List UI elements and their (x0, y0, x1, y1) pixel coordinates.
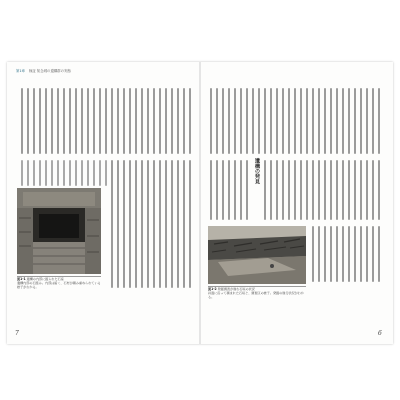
section-heading: 遺構の発見 (254, 158, 260, 184)
chapter-title: 検証 知念城の遺構群の実態 (29, 69, 71, 73)
figure-title-right: 発掘調査が進む石垣の状況 (217, 287, 255, 291)
page-number-left: 7 (15, 330, 19, 337)
left-page (7, 62, 200, 344)
figure-photo-stone-wall (208, 226, 306, 284)
book-spread (7, 62, 393, 344)
figure-caption-text-right: 斜面に沿って積まれた石垣と、調査区の様子。発掘の進行状況がわかる。 (208, 290, 304, 299)
figure-label-left: 図1-1 (17, 277, 26, 281)
figure-title-left: 遺構の内部に掘られた石室 (26, 277, 64, 281)
figure-label-right: 図1-2 (208, 287, 217, 291)
page-number-right: 6 (378, 330, 382, 337)
figure-caption-right (208, 288, 308, 300)
figure-caption-left (17, 278, 103, 290)
figure-caption-text-left: 遺構内部の石組み。内部は暗く、石材が積み重ねられている様子がわかる。 (17, 280, 101, 289)
figure-photo-stone-chamber (17, 188, 101, 274)
right-page (200, 62, 393, 344)
chapter-tag: 第1章 (16, 69, 25, 73)
running-header (16, 68, 71, 73)
